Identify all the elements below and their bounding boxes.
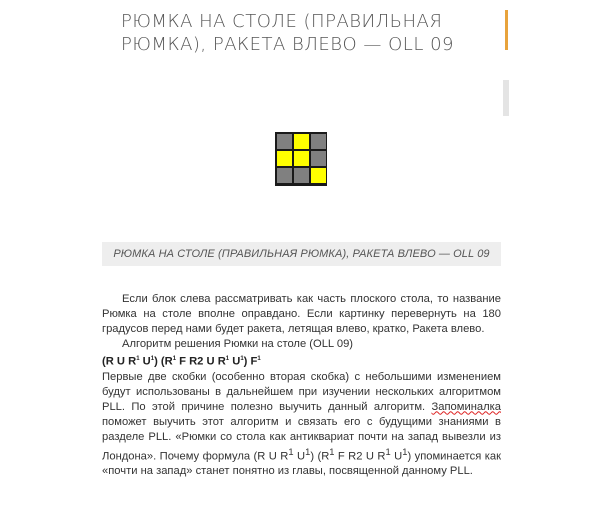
cube-cell-yellow <box>277 151 292 166</box>
cube-face-diagram <box>275 132 327 186</box>
article-body <box>102 292 501 479</box>
cube-cell-gray <box>311 134 326 149</box>
explanation-paragraph: Первые две скобки (особенно вторая скобка) с небольшими изменением будут использованы в дальнейшем при изучении нескольких алгоритмом PLL. По этой причине полезно выучить данный алгоритм. Запоминалка поможет выучить этот алгоритм и связать его с будущими знаниями в разделе PLL. «Рюмки со стола как антиквариат почти на запад вывезли из Лондона». Почему формула (R U $R^1$ $U^1$) ($R^1$ F R2 U $R^1$ $U^1$) упоминается как «почти на запад» станет понятно из главы, посвященной данному PLL. <box>102 370 501 478</box>
algorithm-intro: Алгоритм решения Рюмки на столе (OLL 09) <box>122 338 354 350</box>
algorithm-formula: (R U $R^1$ $U^1$) ($R^1$ F R2 U $R^1$ $U^1$) $F^1$ <box>102 355 261 368</box>
misspelled-word: Запоминалка <box>431 400 501 413</box>
cube-cell-gray <box>294 168 309 183</box>
cube-cell-gray <box>277 134 292 149</box>
scroll-thumb[interactable] <box>503 80 509 116</box>
intro-paragraph: Если блок слева рассматривать как часть плоского стола, то название Рюмка на столе вполне оправдано. Если картинку перевернуть на 180 градусов перед нами будет ракета, летящая влево, кратко, Ракета влево. <box>102 293 501 335</box>
image-caption: РЮМКА НА СТОЛЕ (ПРАВИЛЬНАЯ РЮМКА), РАКЕТА ВЛЕВО — OLL 09 <box>102 242 501 266</box>
cube-cell-yellow <box>311 168 326 183</box>
cube-cell-yellow <box>294 134 309 149</box>
cube-cell-gray <box>277 168 292 183</box>
accent-bar <box>505 10 508 50</box>
cube-cell-gray <box>311 151 326 166</box>
page-title: РЮМКА НА СТОЛЕ (ПРАВИЛЬНАЯ РЮМКА), РАКЕТА ВЛЕВО — OLL 09 <box>121 11 454 55</box>
cube-cell-yellow <box>294 151 309 166</box>
